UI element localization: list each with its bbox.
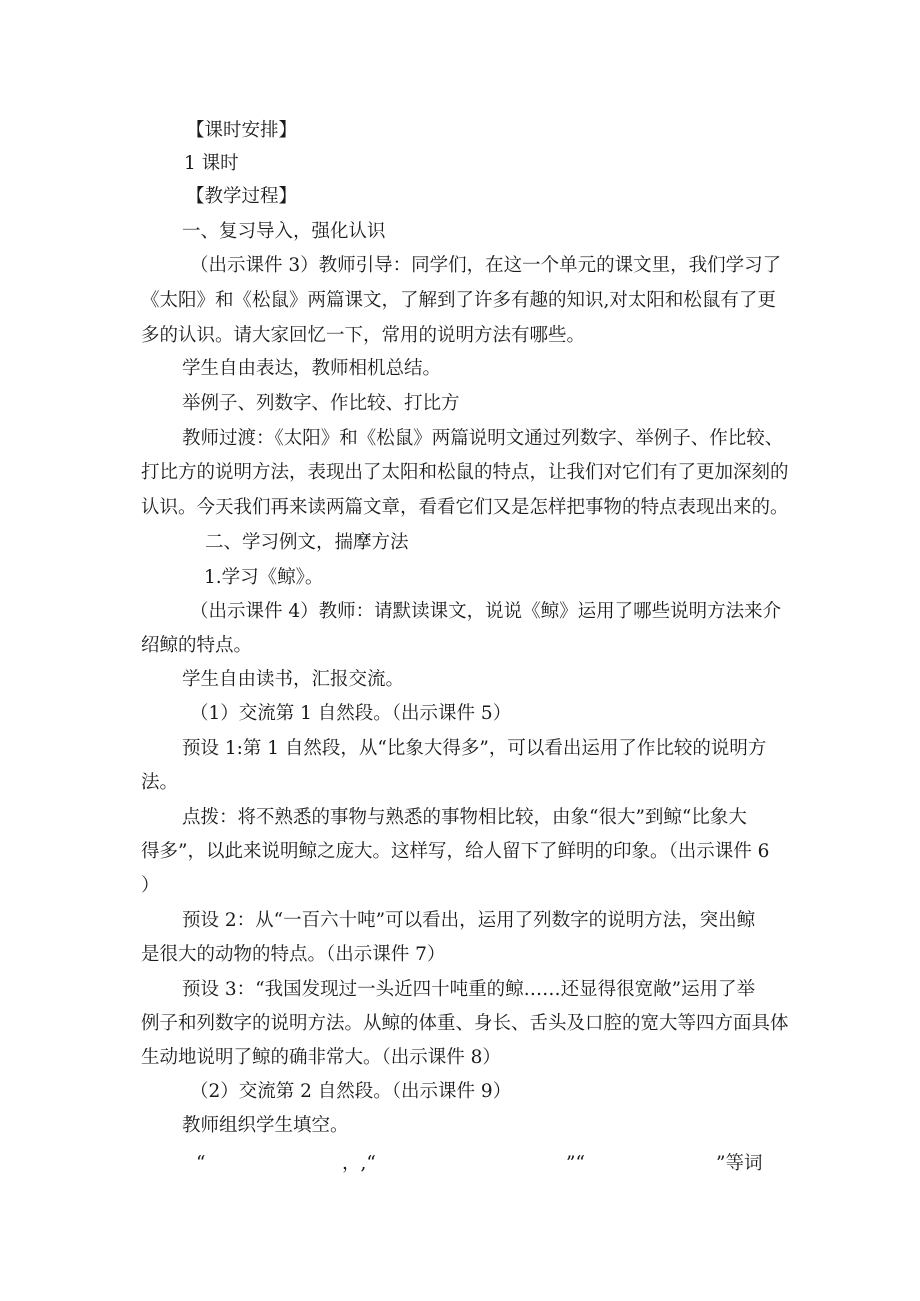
- paragraph-line: 法。: [141, 772, 179, 793]
- paragraph-line: 打比方的说明方法，表现出了太阳和松鼠的特点，让我们对它们有了更加深刻的: [141, 462, 789, 483]
- subsection1-title: 1.学习《鲸》。: [204, 567, 324, 588]
- paragraph-line: 多的认识。请大家回忆一下，常用的说明方法有哪些。: [141, 325, 586, 346]
- paragraph-line: 得多”，以此来说明鲸之庞大。这样写，给人留下了鲜明的印象。（出示课件 6: [141, 841, 770, 862]
- paragraph-line: （出示课件 3）教师引导：同学们，在这一个单元的课文里，我们学习了: [190, 255, 782, 276]
- paragraph-line: 预设 2：从“一百六十吨”可以看出，运用了列数字的说明方法，突出鲸: [182, 910, 756, 931]
- paragraph-line: （2）交流第 2 自然段。（出示课件 9）: [190, 1081, 512, 1102]
- section2-title: 二、学习例文，揣摩方法: [205, 532, 409, 553]
- paragraph-line: 点拨：将不熟悉的事物与熟悉的事物相比较，由象“很大”到鲸“比象大: [182, 807, 747, 828]
- paragraph-line: 预设 3：“我国发现过一头近四十吨重的鲸……还显得很宽敞”运用了举: [182, 979, 756, 1000]
- paragraph-line: ）: [141, 875, 160, 896]
- paragraph-line: 认识。今天我们再来读两篇文章，看看它们又是怎样把事物的特点表现出来的。: [141, 497, 789, 518]
- fill-blank-close-words: ”等词: [716, 1153, 763, 1174]
- paragraph-line: 生动地说明了鲸的确非常大。（出示课件 8）: [141, 1047, 501, 1068]
- paragraph-line: （出示课件 4）教师：请默读课文，说说《鲸》运用了哪些说明方法来介: [190, 601, 782, 622]
- paragraph-line: 是很大的动物的特点。（出示课件 7）: [141, 944, 446, 965]
- fill-blank-open-quote: “: [196, 1153, 206, 1174]
- fill-blank-separator: ，,“: [342, 1153, 376, 1174]
- heading-schedule: 【课时安排】: [186, 120, 298, 141]
- paragraph-line: 预设 1:第 1 自然段，从“比象大得多”，可以看出运用了作比较的说明方: [182, 738, 767, 759]
- paragraph-line: 教师过渡：《太阳》和《松鼠》两篇说明文通过列数字、举例子、作比较、: [182, 428, 784, 449]
- paragraph-line: 绍鲸的特点。: [141, 635, 253, 656]
- paragraph-line: （1）交流第 1 自然段。（出示课件 5）: [190, 703, 512, 724]
- fill-blank-quote-pair: ”“: [566, 1153, 585, 1174]
- paragraph-line: 学生自由表达，教师相机总结。: [182, 358, 442, 379]
- paragraph-line: 举例子、列数字、作比较、打比方: [182, 393, 460, 414]
- heading-process: 【教学过程】: [186, 186, 298, 207]
- section1-title: 一、复习导入，强化认识: [182, 221, 386, 242]
- paragraph-line: 例子和列数字的说明方法。从鲸的体重、身长、舌头及口腔的宽大等四方面具体: [141, 1013, 789, 1034]
- paragraph-line: 《太阳》和《松鼠》两篇课文，了解到了许多有趣的知识,对太阳和松鼠有了更: [141, 290, 776, 311]
- schedule-value: 1 课时: [184, 153, 239, 174]
- paragraph-line: 学生自由读书，汇报交流。: [182, 669, 405, 690]
- paragraph-line: 教师组织学生填空。: [182, 1115, 349, 1136]
